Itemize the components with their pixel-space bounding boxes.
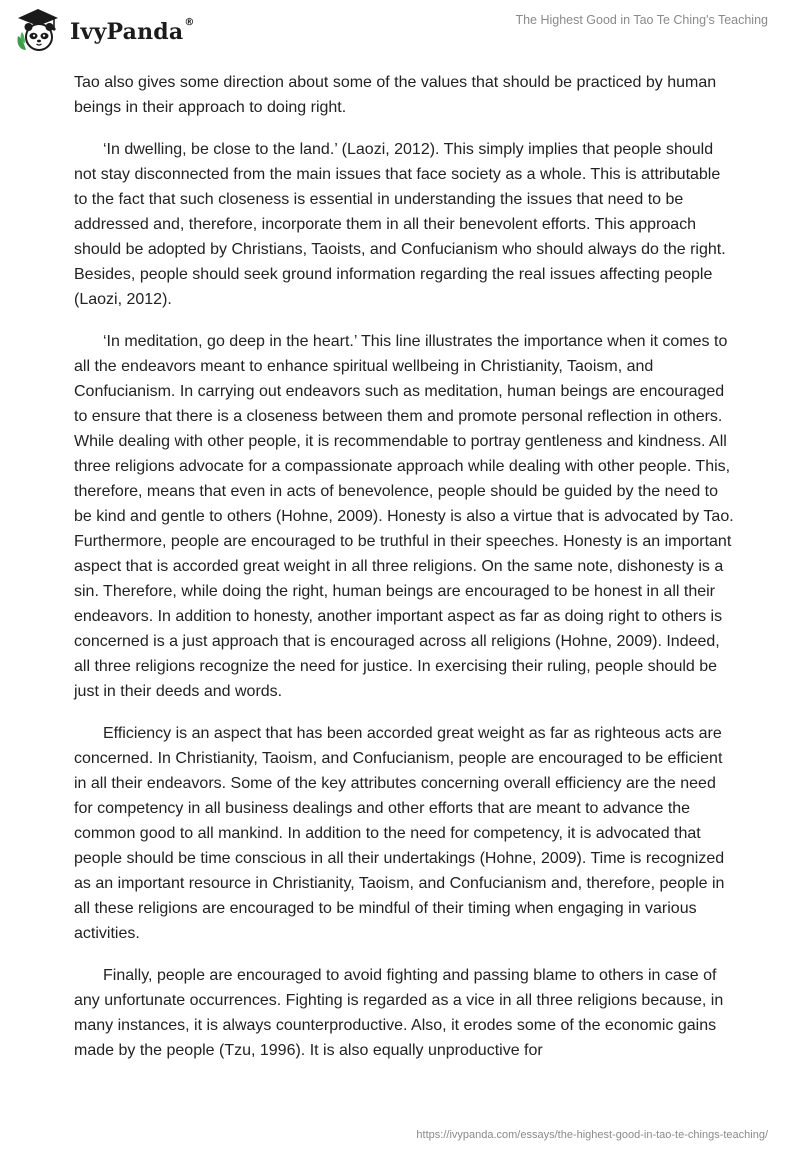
paragraph: ‘In dwelling, be close to the land.’ (Laozi, 2012). This simply implies that people should not stay disconnected from the main issues that face society as a whole. This is attributable to the fact that such closeness is essential in understanding the issues that need to be addressed and, therefore, incorporate them in all their benevolent efforts. This approach should be adopted by Christians, Taoists, and Confucianism who should always do the right. Besides, people should seek ground information regarding the real issues affecting people (Laozi, 2012). — [74, 141, 726, 308]
panda-graduate-icon — [14, 6, 66, 54]
essay-body — [74, 70, 734, 1080]
paragraph: ‘In meditation, go deep in the heart.’ This line illustrates the importance when it comes to all the endeavors meant to enhance spiritual wellbeing in Christianity, Taoism, and Confucianism. In carrying out endeavors such as meditation, human beings are encouraged to ensure that there is a closeness between them and promote personal reflection in others. While dealing with other people, it is recommendable to portray gentleness and kindness. All three religions advocate for a compassionate approach while dealing with other people. This, therefore, means that even in acts of benevolence, people should be guided by the need to be kind and gentle to others (Hohne, 2009). Honesty is also a virtue that is advocated by Tao. Furthermore, people are encouraged to be truthful in their speeches. Honesty is an important aspect that is accorded great weight in all three religions. On the same note, dishonesty is a sin. Therefore, while doing the right, human beings are encouraged to be honest in all their endeavors. In addition to honesty, another important aspect as far as doing right to others is concerned is a just approach that is encouraged across all religions (Hohne, 2009). Indeed, all three religions recognize the need for justice. In exercising their ruling, people should be just in their deeds and words. — [74, 333, 734, 700]
brand-name — [70, 19, 195, 45]
page-header — [0, 0, 800, 62]
paragraph: Efficiency is an aspect that has been accorded great weight as far as righteous acts are concerned. In Christianity, Taoism, and Confucianism, people are encouraged to be efficient in all their endeavors. Some of the key attributes concerning overall efficiency are the need for competency in all business dealings and other efforts that are meant to advance the common good to all mankind. In addition to the need for competency, it is advocated that people should be time conscious in all their undertakings (Hohne, 2009). Time is recognized as an important resource in Christianity, Taoism, and Confucianism and, therefore, people in all these religions are encouraged to be mindful of their timing when engaging in various activities. — [74, 725, 725, 942]
paragraph: Tao also gives some direction about some of the values that should be practiced by human beings in their approach to doing right. — [74, 74, 717, 116]
brand-label: IvyPanda — [70, 19, 184, 45]
registered-mark: ® — [184, 17, 195, 28]
source-url-link[interactable]: https://ivypanda.com/essays/the-highest-good-in-tao-te-chings-teaching/ — [416, 1129, 768, 1141]
ivypanda-logo[interactable] — [14, 6, 195, 54]
paragraph: Finally, people are encouraged to avoid fighting and passing blame to others in case of any unfortunate occurrences. Fighting is regarded as a vice in all three religions because, in many instances, it is always counterproductive. Also, it erodes some of the economic gains made by the people (Tzu, 1996). It is also equally unproductive for — [74, 967, 724, 1059]
document-title: The Highest Good in Tao Te Ching's Teaching — [515, 13, 768, 27]
